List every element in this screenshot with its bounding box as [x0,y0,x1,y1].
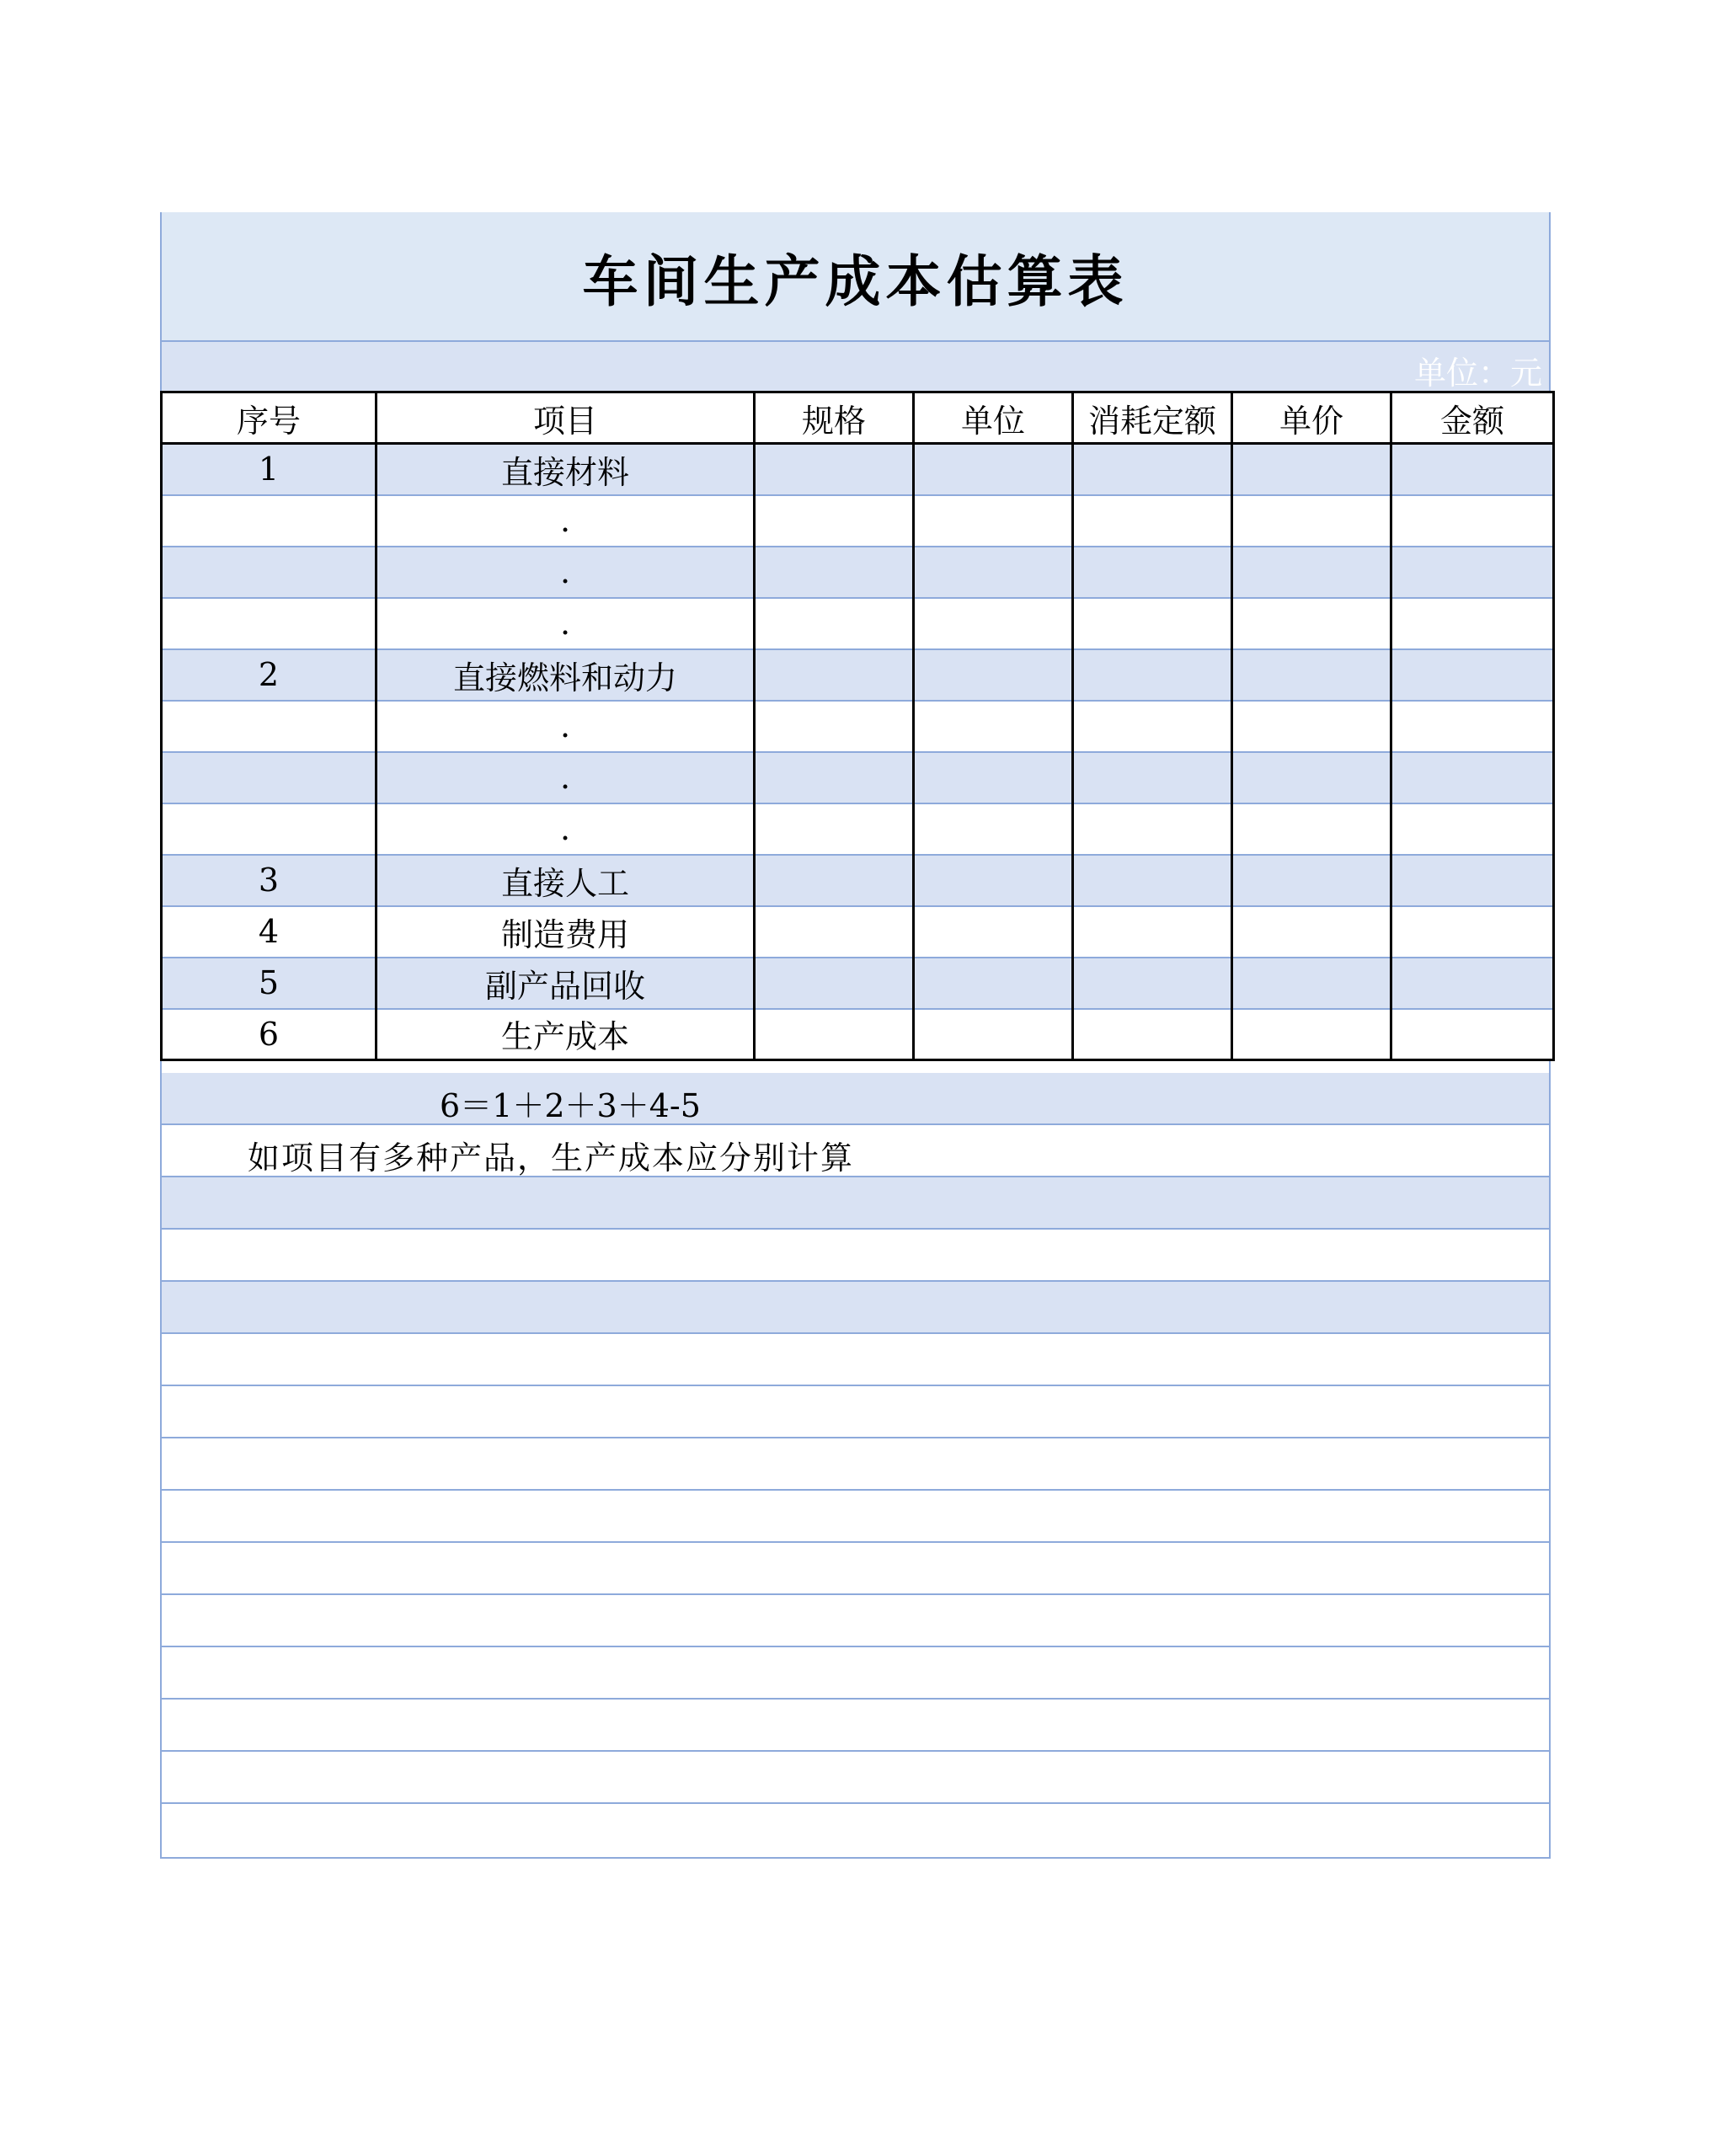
table-row [162,1009,1554,1060]
blank-row[interactable] [162,1334,1549,1386]
cell-no[interactable] [162,547,377,598]
cell-item[interactable]: 直接燃料和动力 [377,649,755,701]
cell-spec[interactable] [755,598,914,649]
table-row [162,444,1554,495]
table-row [162,855,1554,906]
cell-quota[interactable] [1073,752,1232,803]
cell-item[interactable]: . [377,752,755,803]
cell-no[interactable]: 6 [162,1009,377,1060]
cell-unit[interactable] [914,649,1073,701]
unit-band [162,342,1549,391]
blank-row[interactable] [162,1177,1549,1230]
cell-unit[interactable] [914,495,1073,547]
cost-table [160,391,1555,1061]
blank-row[interactable] [162,1282,1549,1334]
cell-item[interactable]: 生产成本 [377,1009,755,1060]
cell-quota[interactable] [1073,495,1232,547]
table-row [162,803,1554,855]
cell-amount[interactable] [1391,752,1554,803]
cell-item[interactable]: . [377,598,755,649]
cell-price[interactable] [1232,958,1391,1009]
cell-amount[interactable] [1391,598,1554,649]
cell-spec[interactable] [755,803,914,855]
blank-row[interactable] [162,1804,1549,1856]
cell-quota[interactable] [1073,598,1232,649]
cell-price[interactable] [1232,598,1391,649]
cell-quota[interactable] [1073,855,1232,906]
blank-row[interactable] [162,1700,1549,1752]
cell-price[interactable] [1232,906,1391,958]
cell-no[interactable]: 5 [162,958,377,1009]
table-row [162,752,1554,803]
cell-no[interactable] [162,598,377,649]
cell-no[interactable]: 1 [162,444,377,495]
blank-row[interactable] [162,1230,1549,1282]
cell-unit[interactable] [914,855,1073,906]
header-consumption-quota: 消耗定额 [1073,392,1232,444]
cell-item[interactable]: 制造费用 [377,906,755,958]
cell-item[interactable]: . [377,803,755,855]
cell-no[interactable]: 3 [162,855,377,906]
cell-spec[interactable] [755,855,914,906]
cell-spec[interactable] [755,752,914,803]
cell-quota[interactable] [1073,649,1232,701]
cell-quota[interactable] [1073,701,1232,752]
cell-amount[interactable] [1391,495,1554,547]
cell-unit[interactable] [914,803,1073,855]
formula-text: 6＝1＋2＋3＋4-5 [440,1087,701,1124]
header-no: 序号 [162,392,377,444]
cell-unit[interactable] [914,701,1073,752]
cell-price[interactable] [1232,649,1391,701]
blank-row[interactable] [162,1752,1549,1804]
cell-price[interactable] [1232,752,1391,803]
cell-price[interactable] [1232,855,1391,906]
cell-quota[interactable] [1073,1009,1232,1060]
blank-row[interactable] [162,1386,1549,1438]
cell-spec[interactable] [755,444,914,495]
cell-amount[interactable] [1391,649,1554,701]
table-row [162,649,1554,701]
cell-no[interactable]: 2 [162,649,377,701]
blank-row[interactable] [162,1491,1549,1543]
cell-item[interactable]: 副产品回收 [377,958,755,1009]
cell-spec[interactable] [755,649,914,701]
cell-item[interactable]: 直接人工 [377,855,755,906]
unit-label: 单位：元 [1413,355,1542,392]
header-unit: 单位 [914,392,1073,444]
blank-row[interactable] [162,1647,1549,1700]
cell-amount[interactable] [1391,803,1554,855]
cell-quota[interactable] [1073,906,1232,958]
cell-no[interactable] [162,701,377,752]
cell-unit[interactable] [914,444,1073,495]
header-item: 项目 [377,392,755,444]
header-amount: 金额 [1391,392,1554,444]
header-unit-price: 单价 [1232,392,1391,444]
cell-quota[interactable] [1073,803,1232,855]
cell-price[interactable] [1232,1009,1391,1060]
table-row [162,598,1554,649]
table-row [162,958,1554,1009]
title-band [162,212,1549,342]
header-row [162,392,1554,444]
cell-amount[interactable] [1391,958,1554,1009]
cell-amount[interactable] [1391,855,1554,906]
cell-unit[interactable] [914,906,1073,958]
cost-estimate-sheet [160,212,1551,1859]
cell-amount[interactable] [1391,701,1554,752]
cell-quota[interactable] [1073,444,1232,495]
blank-row[interactable] [162,1595,1549,1647]
cell-unit[interactable] [914,752,1073,803]
cell-no[interactable] [162,752,377,803]
cell-price[interactable] [1232,803,1391,855]
cell-no[interactable]: 4 [162,906,377,958]
sheet-title: 车间生产成本估算表 [582,248,1129,314]
cell-price[interactable] [1232,495,1391,547]
cell-amount[interactable] [1391,1009,1554,1060]
cell-unit[interactable] [914,958,1073,1009]
table-row [162,547,1554,598]
cell-item[interactable]: 直接材料 [377,444,755,495]
cell-item[interactable]: . [377,495,755,547]
cell-quota[interactable] [1073,547,1232,598]
cell-quota[interactable] [1073,958,1232,1009]
cell-unit[interactable] [914,1009,1073,1060]
cell-item[interactable]: . [377,701,755,752]
cell-amount[interactable] [1391,444,1554,495]
cell-no[interactable] [162,803,377,855]
cell-amount[interactable] [1391,906,1554,958]
note-row[interactable] [162,1125,1549,1177]
cell-amount[interactable] [1391,547,1554,598]
blank-row[interactable] [162,1438,1549,1491]
blank-row[interactable] [162,1543,1549,1595]
table-row [162,906,1554,958]
cell-spec[interactable] [755,1009,914,1060]
table-row [162,701,1554,752]
formula-row[interactable] [162,1073,1549,1125]
cell-no[interactable] [162,495,377,547]
table-row [162,495,1554,547]
header-spec: 规格 [755,392,914,444]
cell-price[interactable] [1232,444,1391,495]
cell-item[interactable]: . [377,547,755,598]
cell-unit[interactable] [914,547,1073,598]
cell-spec[interactable] [755,906,914,958]
cell-price[interactable] [1232,701,1391,752]
cell-spec[interactable] [755,495,914,547]
cell-spec[interactable] [755,547,914,598]
cell-spec[interactable] [755,958,914,1009]
note-text: 如项目有多种产品，生产成本应分别计算 [248,1139,855,1177]
cell-unit[interactable] [914,598,1073,649]
notes-area [162,1073,1549,1856]
cell-price[interactable] [1232,547,1391,598]
cell-spec[interactable] [755,701,914,752]
